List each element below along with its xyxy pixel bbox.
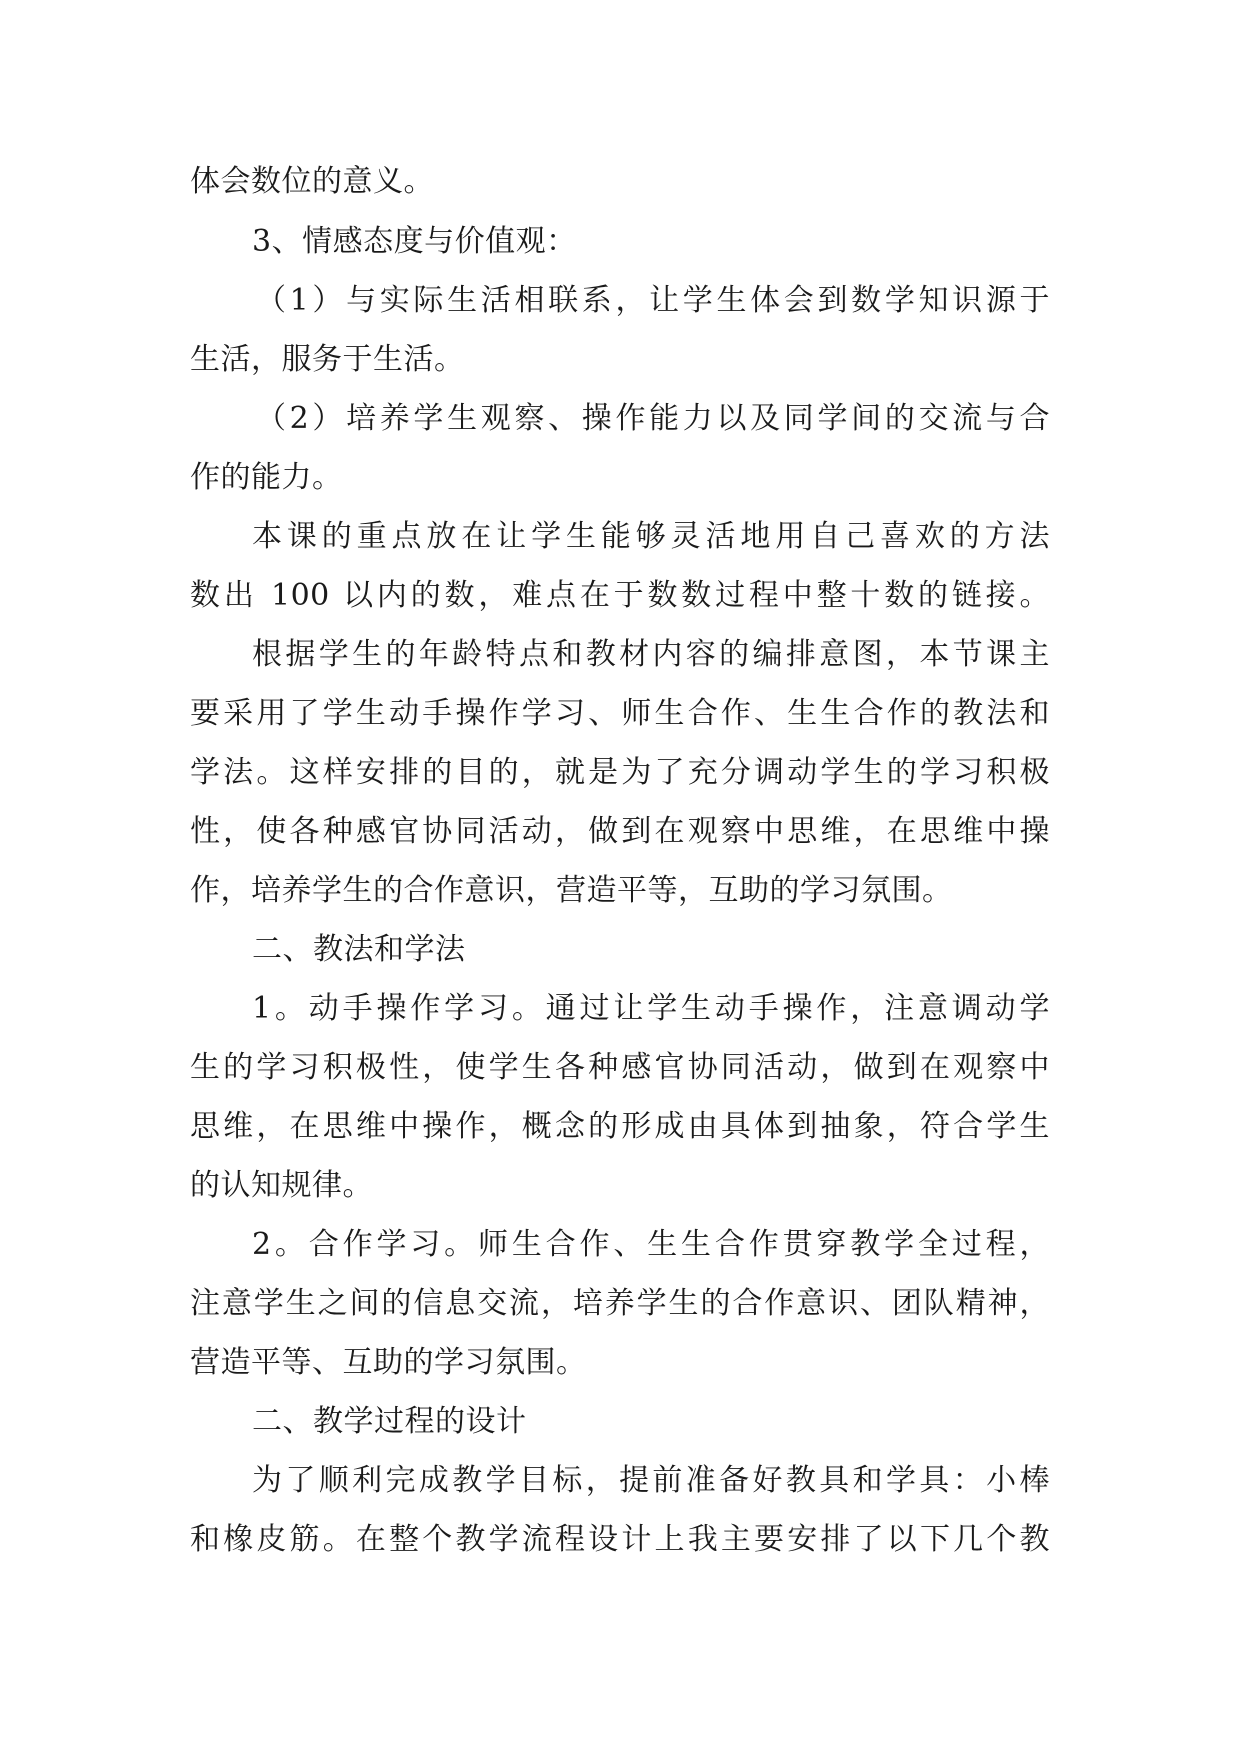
text-line: 学法。这样安排的目的，就是为了充分调动学生的学习积极	[190, 755, 1050, 790]
text-line: 本课的重点放在让学生能够灵活地用自己喜欢的方法	[252, 519, 1050, 554]
text-line: 性，使各种感官协同活动，做到在观察中思维，在思维中操	[190, 814, 1050, 849]
text-line: （2）培养学生观察、操作能力以及同学间的交流与合	[256, 401, 1050, 436]
text-line: 根据学生的年龄特点和教材内容的编排意图，本节课主	[252, 637, 1050, 672]
text-line: 营造平等、互助的学习氛围。	[190, 1345, 587, 1380]
text-line: 和橡皮筋。在整个教学流程设计上我主要安排了以下几个教	[190, 1522, 1050, 1557]
section-heading: 二、教学过程的设计	[252, 1404, 527, 1439]
text-line: 作的能力。	[190, 460, 343, 495]
text-line: 的认知规律。	[190, 1168, 373, 1203]
text-line: 生活，服务于生活。	[190, 342, 465, 377]
text-line: 作，培养学生的合作意识，营造平等，互助的学习氛围。	[190, 873, 953, 908]
text-line: 思维，在思维中操作，概念的形成由具体到抽象，符合学生	[190, 1109, 1050, 1144]
text-line: 数出 100 以内的数，难点在于数数过程中整十数的链接。	[190, 578, 1050, 613]
text-line: 体会数位的意义。	[190, 164, 434, 199]
text-line: 生的学习积极性，使学生各种感官协同活动，做到在观察中	[190, 1050, 1050, 1085]
text-line: 要采用了学生动手操作学习、师生合作、生生合作的教法和	[190, 696, 1050, 731]
text-line: 注意学生之间的信息交流，培养学生的合作意识、团队精神，	[190, 1286, 1050, 1321]
text-line: 2。合作学习。师生合作、生生合作贯穿教学全过程，	[252, 1227, 1050, 1262]
section-heading: 3、情感态度与价值观：	[252, 224, 577, 259]
text-line: 1。动手操作学习。通过让学生动手操作，注意调动学	[252, 991, 1050, 1026]
section-heading: 二、教法和学法	[252, 932, 466, 967]
text-line: 为了顺利完成教学目标，提前准备好教具和学具：小棒	[252, 1463, 1050, 1498]
text-line: （1）与实际生活相联系，让学生体会到数学知识源于	[256, 283, 1050, 318]
